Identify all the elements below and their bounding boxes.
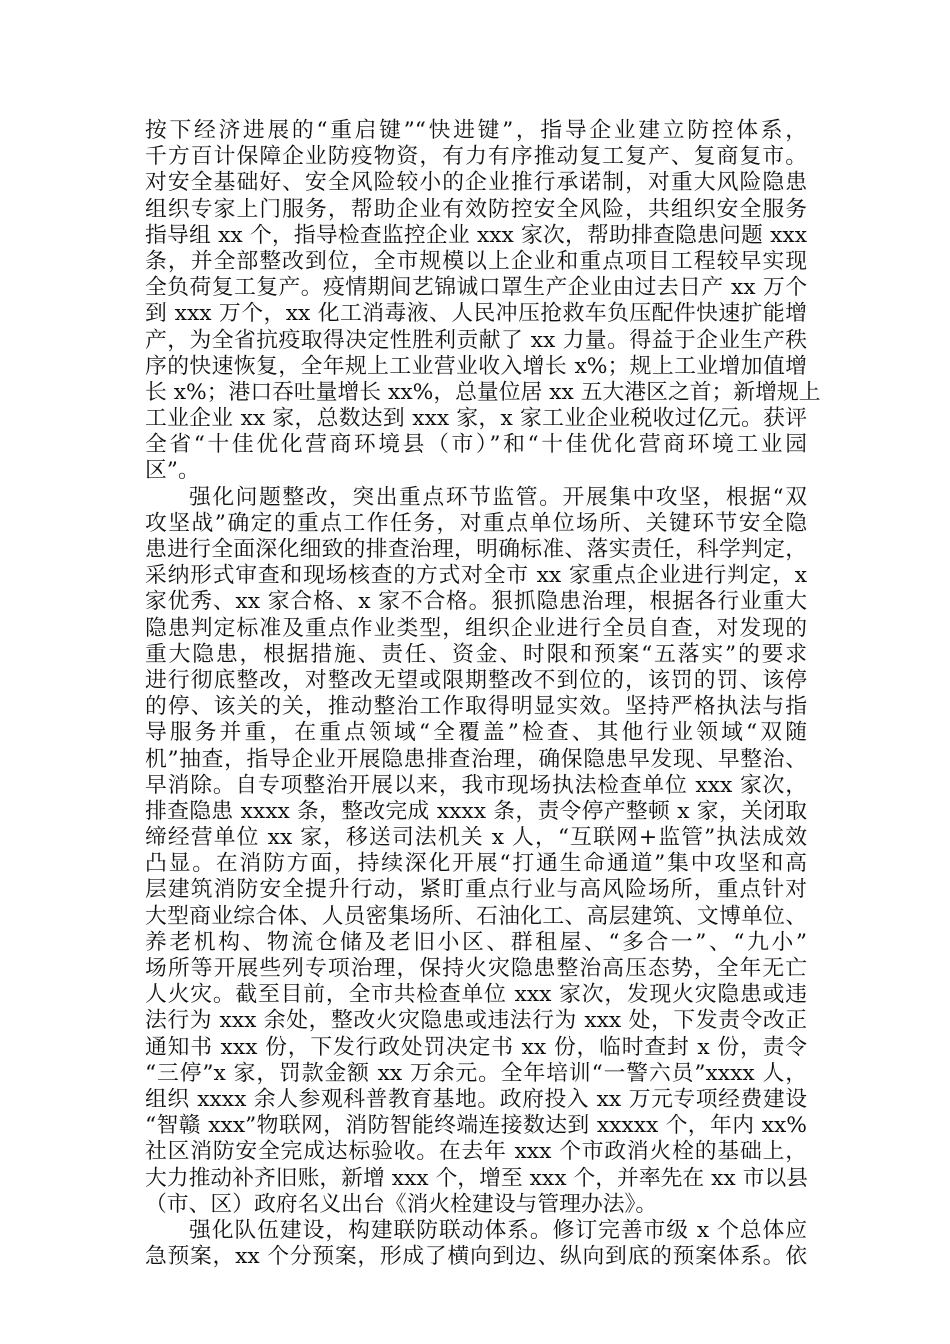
text-line: 养老机构、物流仓储及老旧小区、群租屋、“多合一”、“九小” [145, 929, 807, 955]
text-line: 重大隐患，根据措施、责任、资金、时限和预案“五落实”的要求 [145, 641, 807, 667]
text-line: 到 xxx 万个，xx 化工消毒液、人民冲压抢救车负压配件快速扩能增 [145, 301, 807, 327]
text-line: （市、区）政府名义出台《消火栓建设与管理办法》。 [145, 1191, 658, 1217]
text-line: 人火灾。截至目前，全市共检查单位 xxx 家次，发现火灾隐患或违 [145, 982, 807, 1008]
text-line: 强化问题整改，突出重点环节监管。开展集中攻坚，根据“双 [189, 484, 807, 510]
text-line: 对安全基础好、安全风险较小的企业推行承诺制，对重大风险隐患 [145, 170, 807, 196]
text-line: 社区消防安全完成达标验收。在去年 xxx 个市政消火栓的基础上， [145, 1139, 807, 1165]
paragraph [145, 1218, 807, 1270]
paragraph [145, 118, 821, 485]
text-line: 场所等开展些列专项治理，保持火灾隐患整治高压态势，全年无亡 [145, 956, 807, 981]
text-line: 的停、该关的关，推动整治工作取得明显实效。坚持严格执法与指 [145, 694, 807, 720]
text-line: 全负荷复工复产。疫情期间艺锦诚口罩生产企业由过去日产 xx 万个 [145, 275, 807, 301]
text-line: 家优秀、xx 家合格、x 家不合格。狠抓隐患治理，根据各行业重大 [145, 589, 807, 615]
text-line: 条，并全部整改到位，全市规模以上企业和重点项目工程较早实现 [145, 248, 807, 274]
text-line: 早消除。自专项整治开展以来，我市现场执法检查单位 xxx 家次， [145, 772, 807, 798]
text-line: 隐患判定标准及重点作业类型，组织企业进行全员自查，对发现的 [145, 615, 807, 641]
text-line: 组织 xxxx 余人参观科普教育基地。政府投入 xx 万元专项经费建设 [145, 1086, 807, 1112]
text-line: 采纳形式审查和现场核查的方式对全市 xx 家重点企业进行判定，x [145, 563, 807, 589]
text-line: 大型商业综合体、人员密集场所、石油化工、高层建筑、文博单位、 [145, 903, 807, 929]
text-line: 组织专家上门服务，帮助企业有效防控安全风险，共组织安全服务 [145, 196, 807, 222]
text-line: 机”抽查，指导企业开展隐患排查治理，确保隐患早发现、早整治、 [145, 746, 807, 772]
text-line: “智赣 xxx”物联网，消防智能终端连接数达到 xxxxx 个，年内 xx% [145, 1113, 807, 1139]
text-line: 大力推动补齐旧账，新增 xxx 个，增至 xxx 个，并率先在 xx 市以县 [145, 1165, 809, 1191]
text-line: 序的快速恢复，全年规上工业营业收入增长 x%；规上工业增加值增 [145, 353, 807, 379]
text-line: 层建筑消防安全提升行动，紧盯重点行业与高风险场所，重点针对 [145, 877, 807, 903]
text-line: 法行为 xxx 余处，整改火灾隐患或违法行为 xxx 处，下发责令改正 [145, 1008, 807, 1034]
document-page [145, 118, 821, 1270]
text-line: 全省“十佳优化营商环境县（市）”和“十佳优化营商环境工业园 [145, 432, 807, 458]
text-line: 凸显。在消防方面，持续深化开展“打通生命通道”集中攻坚和高 [145, 851, 807, 877]
text-line: 强化队伍建设，构建联防联动体系。修订完善市级 x 个总体应 [189, 1217, 807, 1243]
text-line: 导服务并重，在重点领域“全覆盖”检查、其他行业领域“双随 [145, 720, 807, 746]
text-line: 通知书 xxx 份，下发行政处罚决定书 xx 份，临时查封 x 份，责令 [145, 1034, 807, 1060]
text-line: 排查隐患 xxxx 条，整改完成 xxxx 条，责令停产整顿 x 家，关闭取 [145, 798, 807, 824]
text-line: 长 x%；港口吞吐量增长 xx%，总量位居 xx 五大港区之首；新增规上 [145, 379, 821, 405]
text-line: 缔经营单位 xx 家，移送司法机关 x 人，“互联网+监管”执法成效 [145, 825, 807, 851]
text-line: 指导组 xx 个，指导检查监控企业 xxx 家次，帮助排查隐患问题 xxx [145, 222, 807, 248]
document-body [145, 118, 821, 1270]
text-line: 急预案，xx 个分预案，形成了横向到边、纵向到底的预案体系。依 [145, 1244, 807, 1270]
text-line: 产，为全省抗疫取得决定性胜利贡献了 xx 力量。得益于企业生产秩 [145, 327, 807, 353]
paragraph [145, 485, 807, 1218]
text-line: 进行彻底整改，对整改无望或限期整改不到位的，该罚的罚、该停 [145, 667, 807, 693]
text-line: 攻坚战”确定的重点工作任务，对重点单位场所、关键环节安全隐 [145, 510, 807, 536]
text-line: 工业企业 xx 家，总数达到 xxx 家，x 家工业企业税收过亿元。获评 [145, 406, 807, 432]
text-line: 区”。 [145, 458, 200, 484]
text-line: “三停”x 家，罚款金额 xx 万余元。全年培训“一警六员”xxxx 人， [145, 1060, 807, 1086]
text-line: 按下经济进展的“重启键”“快进键”，指导企业建立防控体系， [145, 118, 807, 143]
text-line: 千方百计保障企业防疫物资，有力有序推动复工复产、复商复市。 [145, 144, 807, 170]
text-line: 患进行全面深化细致的排查治理，明确标准、落实责任，科学判定， [145, 537, 807, 562]
